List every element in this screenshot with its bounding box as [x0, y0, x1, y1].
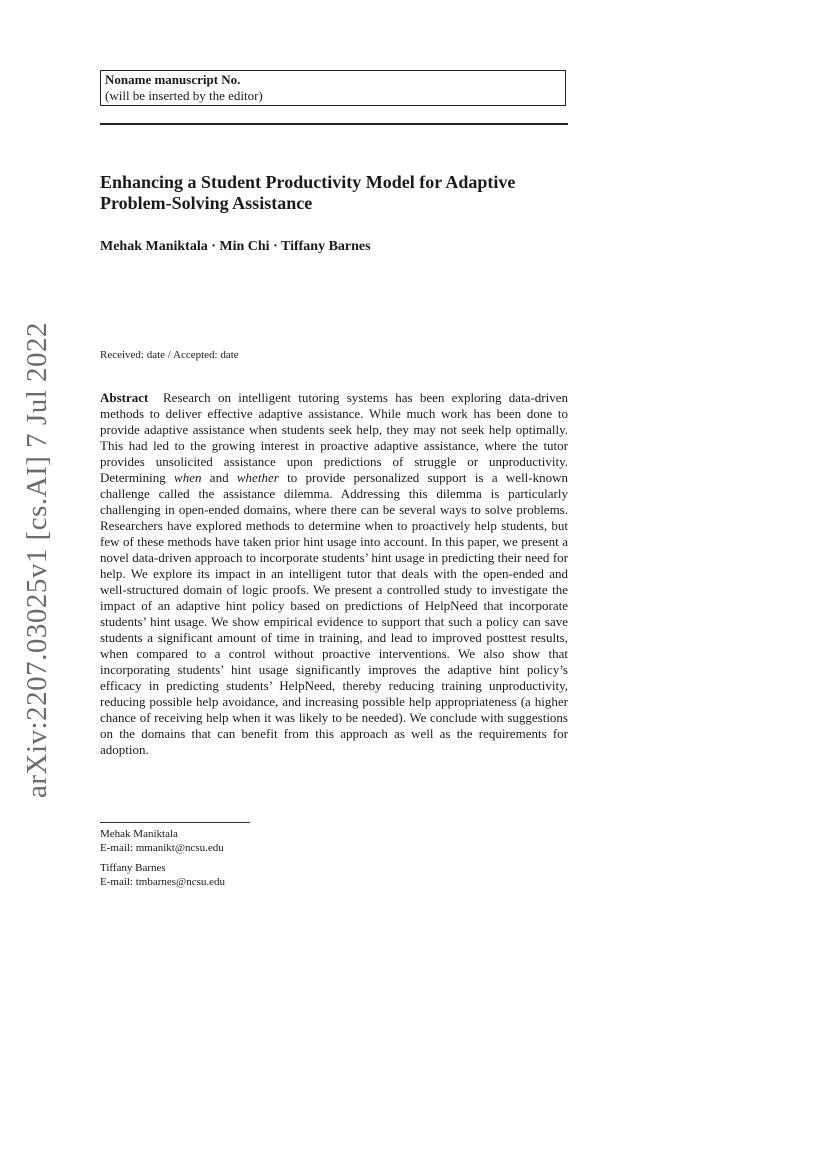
footnote-rule: [100, 822, 250, 823]
author-list: Mehak Maniktala · Min Chi · Tiffany Barnes: [100, 239, 371, 254]
manuscript-note: (will be inserted by the editor): [105, 88, 263, 103]
abstract-em-whether: whether: [236, 470, 279, 485]
paper-title: Enhancing a Student Productivity Model for Adaptive Problem-Solving Assistance: [100, 172, 516, 213]
footnote-email: E-mail: mmanikt@ncsu.edu: [100, 842, 224, 854]
footnote-author-2: [100, 861, 225, 889]
footnote-name: Mehak Maniktala: [100, 828, 178, 840]
arxiv-id: arXiv:2207.03025v1 [cs.AI] 7 Jul 2022: [21, 321, 53, 798]
arxiv-stamp: [8, 321, 68, 798]
abstract-text-2: and: [209, 470, 229, 485]
manuscript-box: [100, 70, 566, 106]
footnote-email: E-mail: tmbarnes@ncsu.edu: [100, 876, 225, 888]
abstract-text-3: to provide personalized support is a well-known challenge called the assistance dilemma. Addressing this dilemma is particularly challenging in open-ended domains, where there can be several ways to solve problems. Researchers have explored methods to determine when to proactively help students, but few of these methods have taken prior hint usage into account. In this paper, we present a novel data-driven approach to incorporate students’ hint usage in predicting their need for help. We explore its impact in an intelligent tutor that deals with the open-ended and well-structured domain of logic proofs. We present a controlled study to investigate the impact of an adaptive hint policy based on predictions of HelpNeed that incorporate students’ hint usage. We show empirical evidence to support that such a policy can save students a significant amount of time in training, and lead to improved posttest results, when compared to a control without proactive interventions. We also show that incorporating students’ hint usage significantly improves the adaptive hint policy’s efficacy in predicting students’ HelpNeed, thereby reducing training unproductivity, reducing possible help avoidance, and increasing possible help appropriateness (a higher chance of receiving help when it was likely to be needed). We conclude with suggestions on the domains that can benefit from this approach as well as the requirements for adoption.: [100, 470, 569, 757]
footnote-name: Tiffany Barnes: [100, 862, 166, 874]
footnote-author-1: [100, 827, 224, 855]
abstract: [100, 390, 568, 758]
received-accepted-dates: Received: date / Accepted: date: [100, 349, 239, 361]
manuscript-label: Noname manuscript No.: [105, 72, 241, 87]
abstract-text-1: Research on intelligent tutoring systems has been exploring data-driven methods to deliver effective adaptive assistance. While much work has been done to provide adaptive assistance when students seek help, they may not seek help optimally. This had led to the growing interest in proactive adaptive assistance, where the tutor provides unsolicited assistance upon predictions of struggle or unproductivity. Determining: [100, 390, 568, 485]
abstract-heading: Abstract: [100, 390, 149, 405]
header-rule: [100, 123, 568, 125]
abstract-em-when: when: [174, 470, 202, 485]
